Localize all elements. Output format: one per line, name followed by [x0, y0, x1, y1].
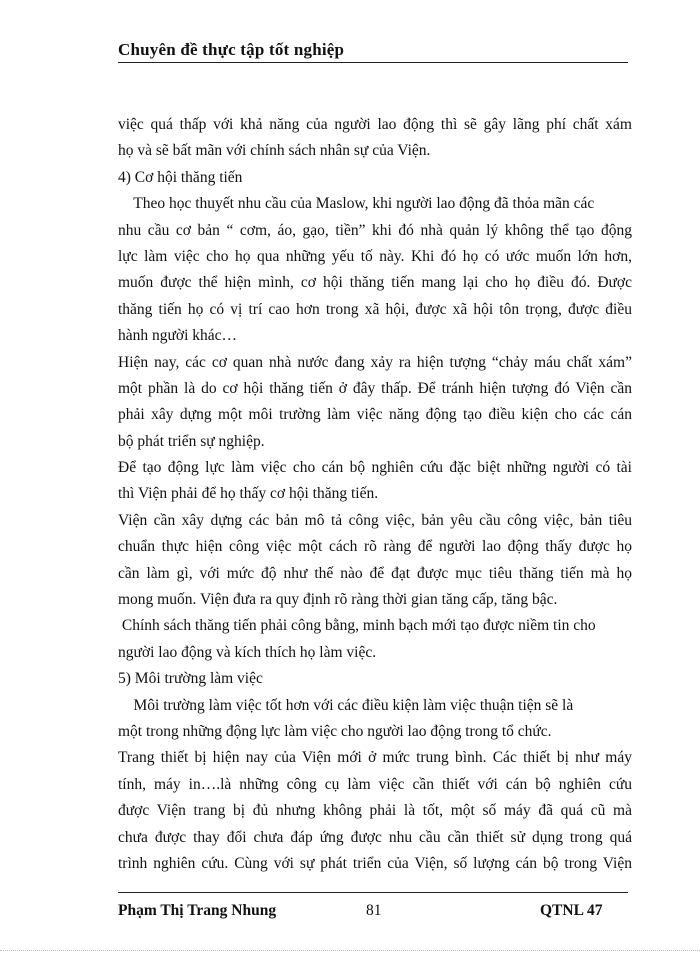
text-line: Môi trường làm việc tốt hơn với các điều kiện làm việc thuận tiện sẽ là — [118, 696, 574, 714]
text-line: hành người khác… — [118, 327, 238, 345]
text-line: thăng tiến họ có vị trí cao hơn trong xã hội, được xã hội tôn trọng, được điều — [118, 300, 632, 318]
text-line: được Viện trang bị đủ nhưng không phải là tốt, một số máy đã quá cũ mà — [118, 802, 632, 820]
text-line: Theo học thuyết nhu cầu của Maslow, khi người lao động đã thỏa mãn các — [118, 195, 595, 213]
text-line: người lao động và kích thích họ làm việc. — [118, 643, 377, 661]
text-line: Để tạo động lực làm việc cho cán bộ nghiên cứu đặc biệt những người có tài — [118, 459, 632, 477]
text-line: muốn được thể hiện mình, cơ hội thăng tiến mang lại cho họ điều đó. Được — [118, 274, 632, 292]
text-line: chuẩn thực hiện công việc một cách rõ ràng để người lao động thấy được họ — [118, 538, 632, 556]
page-bottom-border — [0, 950, 700, 951]
text-line: lực làm việc cho họ qua những yếu tố này. Khi đó họ có ước muốn lớn hơn, — [118, 247, 632, 265]
text-line: việc quá thấp với khả năng của người lao động thì sẽ gây lãng phí chất xám — [118, 116, 632, 133]
footer-author: Phạm Thị Trang Nhung — [118, 902, 277, 919]
body-text — [118, 112, 632, 877]
text-line: họ và sẽ bất mãn với chính sách nhân sự của Viện. — [118, 142, 431, 160]
header-title: Chuyên đề thực tập tốt nghiệp — [118, 40, 345, 59]
text-line: mong muốn. Viện đưa ra quy định rõ ràng thời gian tăng cấp, tăng bậc. — [118, 591, 558, 609]
header-divider — [118, 62, 628, 63]
text-line: Trang thiết bị hiện nay của Viện mới ở mức trung bình. Các thiết bị như máy — [118, 749, 632, 767]
text-line: Chính sách thăng tiến phải công bằng, minh bạch mới tạo được niềm tin cho — [118, 617, 596, 635]
text-line: chưa được thay đổi chưa đáp ứng được nhu cầu cần thiết sử dụng trong quá — [118, 828, 632, 846]
text-line: phải xây dựng một môi trường làm việc năng động tạo điều kiện cho các cán — [118, 406, 632, 424]
text-line: bộ phát triển sự nghiệp. — [118, 432, 265, 450]
text-line: tính, máy in….là những công cụ làm việc cần thiết với cán bộ nghiên cứu — [118, 775, 632, 793]
text-line: nhu cầu cơ bản “ cơm, áo, gạo, tiền” khi đó nhà quản lý không thể tạo động — [118, 221, 632, 239]
text-line: trình nghiên cứu. Cùng với sự phát triển của Viện, số lượng cán bộ trong Viện — [118, 854, 632, 872]
text-line: Hiện nay, các cơ quan nhà nước đang xảy ra hiện tượng “chảy máu chất xám” — [118, 353, 632, 371]
text-line: cần làm gì, với mức độ như thế nào để đạt được mục tiêu thăng tiến mà họ — [118, 564, 632, 582]
footer-divider — [118, 892, 628, 893]
text-line: một phần là do cơ hội thăng tiến ở đây thấp. Để tránh hiện tượng đó Viện cần — [118, 379, 632, 397]
section-heading: 4) Cơ hội thăng tiến — [118, 168, 243, 186]
footer-code: QTNL 47 — [540, 902, 603, 919]
text-line: Viện cần xây dựng các bản mô tả công việc, bản yêu cầu công việc, bản tiêu — [118, 511, 632, 529]
section-heading: 5) Môi trường làm việc — [118, 670, 263, 688]
text-line: thì Viện phải để họ thấy cơ hội thăng tiến. — [118, 485, 379, 503]
page-number: 81 — [366, 902, 382, 919]
text-line: một trong những động lực làm việc cho người lao động trong tổ chức. — [118, 722, 552, 740]
